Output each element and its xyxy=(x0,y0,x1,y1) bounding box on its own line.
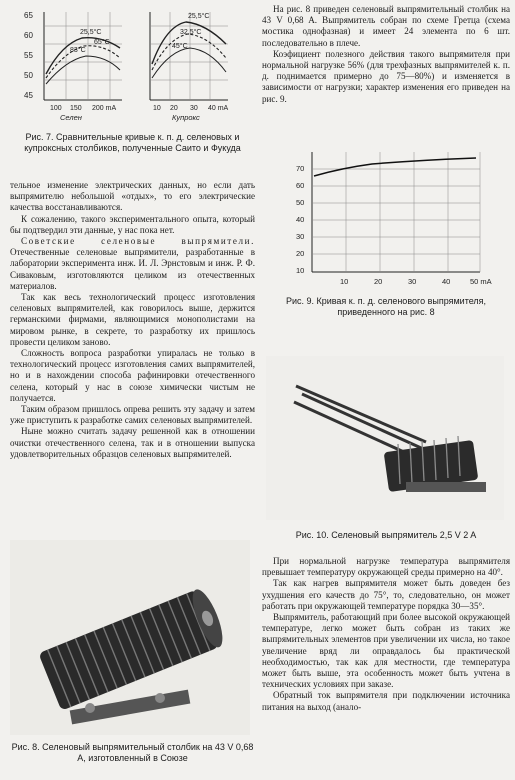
paragraph: К сожалению, такого экспериментального опыта, который бы подтвердил эти данные, у нас пока нет. xyxy=(10,213,255,235)
fig7-left-xtick: 150 xyxy=(70,105,82,112)
paragraph: Выпрямитель, работающий при более высокой окружающей температуре, легко может быть собран из таких же выпрямительных элементов при увеличении их числа, но такое увеличение вряд ли оправдалось бы практической необходимостью, так как для местности, где температура может быть выше, эта особенность может быть учтена в технических условиях при заказе. xyxy=(262,612,510,690)
fig7-left-label: 25,5°C xyxy=(80,29,102,36)
paragraph: Ныне можно считать задачу решенной как в отношении очистки отечественного селена, так и в отношении выпуска удовлетворительных образцов селеновых выпрямителей. xyxy=(10,426,255,459)
fig9-ytick: 30 xyxy=(296,232,305,241)
fig9-ytick: 50 xyxy=(296,198,305,207)
fig7-right-xtick: 10 xyxy=(153,105,161,112)
fig9-xtick: 50 mA xyxy=(470,277,492,286)
fig7-ytick: 50 xyxy=(24,71,33,80)
fig9-xtick: 10 xyxy=(340,277,349,286)
paragraph: Обратный ток выпрямителя при подключении источника питания на выход (анало- xyxy=(262,690,510,712)
paragraph: тельное изменение электрических данных, но если дать выпрямителю небольшой «отдых», то его электрические качества восстанавливаются. xyxy=(10,180,255,213)
rectifier-2v-image xyxy=(266,356,504,520)
fig7-right-xlabel: Купрокс xyxy=(172,113,200,122)
fig7-right-label: 32,5°C xyxy=(180,29,202,36)
fig7-left-label: 65°C xyxy=(94,39,110,46)
right-text-block-top xyxy=(262,4,510,105)
fig7-ytick: 65 xyxy=(24,11,33,20)
fig9-xtick: 20 xyxy=(374,277,383,286)
paragraph: На рис. 8 приведен селеновый выпрямительный столбик на 43 V 0,68 A. Выпрямитель собран по схеме Гретца (схема мостика однофазная) и имеет 24 элемента по 6 шт. последовательно в плече. xyxy=(262,4,510,48)
fig7-right-xtick: 20 xyxy=(170,105,178,112)
fig7-ytick: 55 xyxy=(24,51,33,60)
fig9-ytick: 20 xyxy=(296,249,305,258)
fig9-ytick: 10 xyxy=(296,266,305,275)
fig7-right-xtick: 30 xyxy=(190,105,198,112)
fig7-right-xtick: 40 mA xyxy=(208,105,229,112)
fig7-left-label: 83°C xyxy=(70,47,86,54)
fig7-right-label: 45°C xyxy=(172,43,188,50)
figure-10-caption: Рис. 10. Селеновый выпрямитель 2,5 V 2 A xyxy=(295,530,477,540)
fig9-xtick: 30 xyxy=(408,277,417,286)
left-text-block xyxy=(10,180,255,460)
fig7-ytick: 45 xyxy=(24,91,33,100)
figure-8-caption: Рис. 8. Селеновый выпрямительный столбик на 43 V 0,68 A, изготовленный в Союзе xyxy=(11,742,254,763)
fig7-ytick: 60 xyxy=(24,31,33,40)
soviet-heading: Советские селеновые выпрямители. xyxy=(21,236,255,247)
figure-7-graphs xyxy=(10,4,255,134)
right-text-block-bottom xyxy=(262,556,510,713)
paragraph: При нормальной нагрузке температура выпрямителя превышает температуру окружающей среды примерно на 40°. xyxy=(262,556,510,578)
fig9-efficiency-curve xyxy=(314,158,476,176)
fig9-ytick: 60 xyxy=(296,181,305,190)
figure-10-photo xyxy=(266,356,504,520)
paragraph-soviet xyxy=(10,236,255,292)
figure-8-photo xyxy=(10,540,250,735)
paragraph: Сложность вопроса разработки упиралась не только в технологический процесс изготовления самих выпрямителей, но и в нахождении способа рафинировки отечественного селена, который у нас в союзе химически чистым не получается. xyxy=(10,348,255,403)
figure-9-graph xyxy=(262,142,510,292)
figure-7-caption: Рис. 7. Сравнительные кривые к. п. д. селеновых и купроксных столбиков, полученные Саито и Фукуда xyxy=(24,132,241,153)
fig9-xtick: 40 xyxy=(442,277,451,286)
fig9-ytick: 70 xyxy=(296,164,305,173)
fig7-right-label: 25,5°C xyxy=(188,13,210,20)
fig9-ytick: 40 xyxy=(296,215,305,224)
paragraph: Так как весь технологический процесс изготовления селеновых выпрямителей, как говорилось выше, держится германскими фирмами, являющимися монополистами на мировом рынке, в секрете, то разработку их пришлось провести целиком заново. xyxy=(10,292,255,347)
fig7-left-graph xyxy=(44,12,122,100)
fig7-left-xlabel: Селен xyxy=(60,113,82,122)
fig7-left-xtick: 200 mA xyxy=(92,105,117,112)
paragraph: Так как нагрев выпрямителя может быть доведен без ухудшения его качеств до 75°, то, следовательно, он может работать при окружающей температуре порядка 30—35°. xyxy=(262,578,510,611)
rectifier-stack-image xyxy=(10,540,250,735)
paragraph: Коэфициент полезного действия такого выпрямителя при нормальной нагрузке 56% (для трехфазных выпрямителей к. п. д. поднимается примерно до 75—80%) и изменяется в зависимости от нагрузки; характер изменения его приведен на рис. 9. xyxy=(262,48,510,104)
soviet-text: Отечественные селеновые выпрямители, разработанные в лаборатории эксперимента инж. И. Л. Эрнстовым и инж. Р. Ф. Сиваковым, изготовляются целиком из отечественных материалов. xyxy=(10,247,255,291)
fig7-right-graph xyxy=(150,12,228,100)
fig7-left-xtick: 100 xyxy=(50,105,62,112)
figure-9-caption: Рис. 9. Кривая к. п. д. селенового выпрямителя, приведенного на рис. 8 xyxy=(285,296,487,317)
paragraph: Таким образом пришлось опрева решить эту задачу и затем уже приступить к разработке самих селеновых выпрямителей. xyxy=(10,404,255,426)
